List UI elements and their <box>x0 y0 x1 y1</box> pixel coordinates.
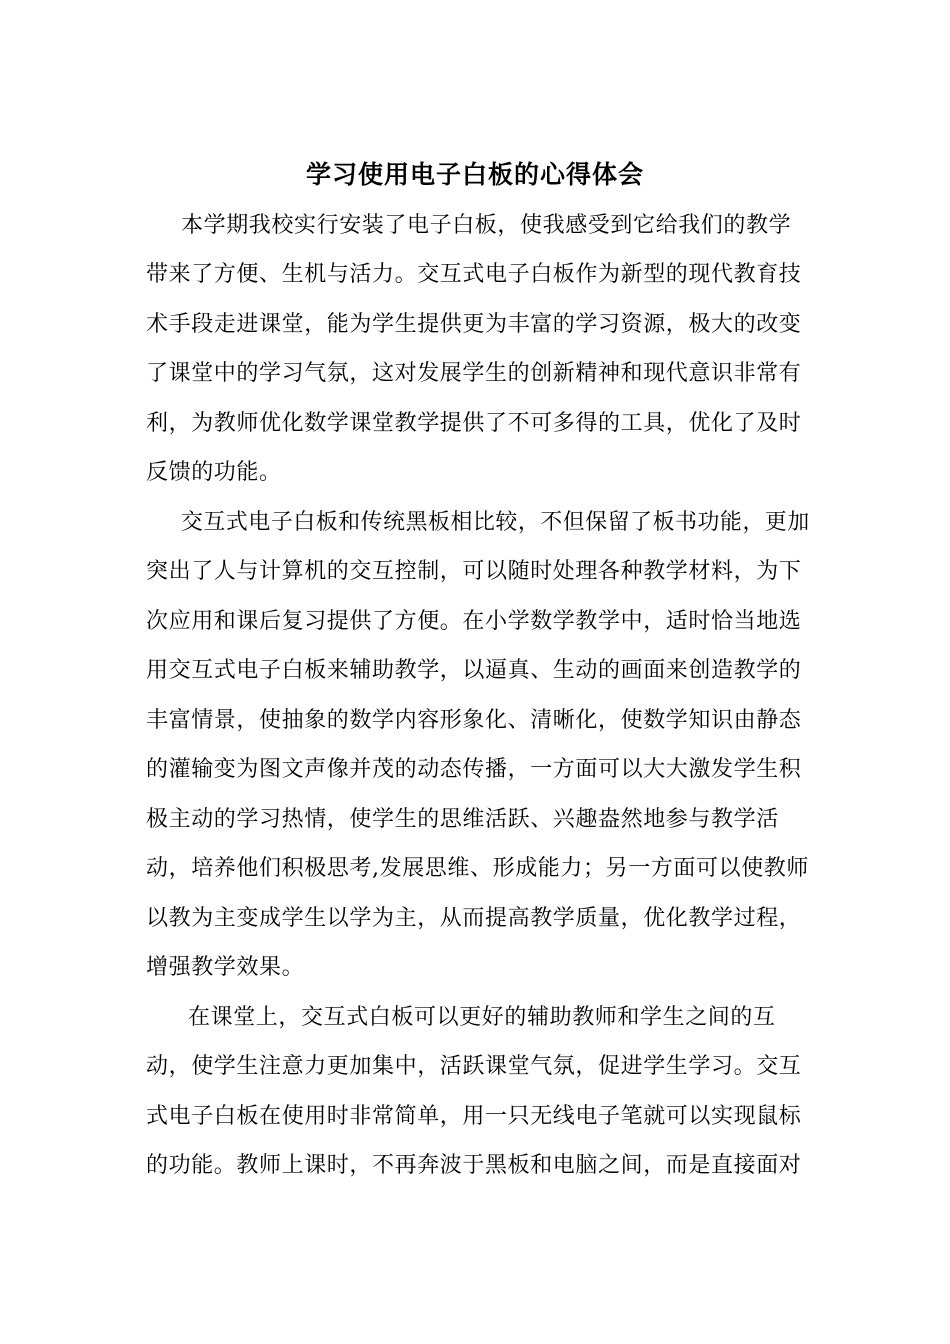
paragraph-3-line-3: 式电子白板在使用时非常简单，用一只无线电子笔就可以实现鼠标 <box>146 1104 802 1129</box>
paragraph-1-line-3: 术手段走进课堂，能为学生提供更为丰富的学习资源，极大的改变 <box>146 312 802 337</box>
paragraph-1-line-2: 带来了方便、生机与活力。交互式电子白板作为新型的现代教育技 <box>146 262 802 287</box>
paragraph-2-line-1: 交互式电子白板和传统黑板相比较，不但保留了板书功能，更加 <box>181 510 810 535</box>
paragraph-1-line-1: 本学期我校实行安装了电子白板，使我感受到它给我们的教学 <box>181 213 792 238</box>
paragraph-2-line-3: 次应用和课后复习提供了方便。在小学数学教学中，适时恰当地选 <box>146 609 802 634</box>
paragraph-3-line-4: 的功能。教师上课时，不再奔波于黑板和电脑之间，而是直接面对 <box>146 1153 802 1178</box>
document-title: 学习使用电子白板的心得体会 <box>305 160 644 189</box>
paragraph-3-line-2: 动，使学生注意力更加集中，活跃课堂气氛，促进学生学习。交互 <box>146 1054 802 1079</box>
paragraph-2-line-2: 突出了人与计算机的交互控制，可以随时处理各种教学材料，为下 <box>146 559 802 584</box>
paragraph-2-line-7: 极主动的学习热情，使学生的思维活跃、兴趣盎然地参与教学活 <box>146 807 779 832</box>
paragraph-1-line-4: 了课堂中的学习气氛，这对发展学生的创新精神和现代意识非常有 <box>146 361 802 386</box>
paragraph-2-line-9: 以教为主变成学生以学为主，从而提高教学质量，优化教学过程， <box>146 906 802 931</box>
paragraph-1-line-6: 反馈的功能。 <box>146 460 282 485</box>
paragraph-2-line-6: 的灌输变为图文声像并茂的动态传播，一方面可以大大激发学生积 <box>146 757 802 782</box>
paragraph-2-line-10: 增强教学效果。 <box>146 955 305 980</box>
paragraph-1-line-5: 利，为教师优化数学课堂教学提供了不可多得的工具，优化了及时 <box>146 411 802 436</box>
paragraph-3-line-1: 在课堂上，交互式白板可以更好的辅助教师和学生之间的互 <box>188 1005 776 1030</box>
paragraph-2-line-5: 丰富情景，使抽象的数学内容形象化、清晰化，使数学知识由静态 <box>146 708 802 733</box>
paragraph-2-line-4: 用交互式电子白板来辅助教学，以逼真、生动的画面来创造教学的 <box>146 658 802 683</box>
paragraph-2-line-8: 动，培养他们积极思考,发展思维、形成能力；另一方面可以使教师 <box>146 856 809 881</box>
